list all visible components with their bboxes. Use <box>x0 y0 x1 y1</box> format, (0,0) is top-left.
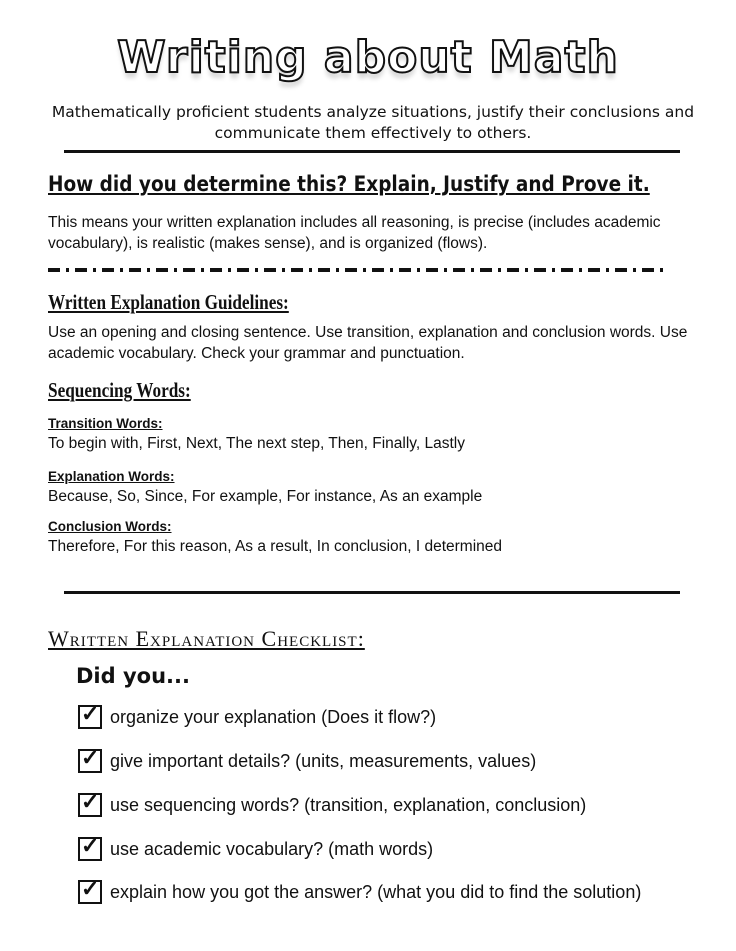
checkbox-checked-icon[interactable]: ✓ <box>78 705 102 729</box>
explanation-label: Explanation Words: <box>48 469 175 484</box>
conclusion-label: Conclusion Words: <box>48 519 172 534</box>
checklist-heading: Written Explanation Checklist: <box>48 626 365 651</box>
checkbox-checked-icon[interactable]: ✓ <box>78 837 102 861</box>
explanation-words: Because, So, Since, For example, For instance, As an example <box>48 488 483 505</box>
checklist-item <box>78 876 642 904</box>
divider <box>64 150 680 153</box>
checklist-item-text: give important details? (units, measurements, values) <box>110 750 537 771</box>
conclusion-words: Therefore, For this reason, As a result, In conclusion, I determined <box>48 538 503 555</box>
checklist-prompt: Did you... <box>76 664 190 688</box>
checklist-item <box>78 701 437 729</box>
checkbox-checked-icon[interactable]: ✓ <box>78 793 102 817</box>
guidelines-text: Use an opening and closing sentence. Use transition, explanation and conclusion words. Use academic vocabulary. Check your grammar and punctuation. <box>48 324 688 362</box>
checklist-item <box>78 745 537 773</box>
transition-words: To begin with, First, Next, The next step, Then, Finally, Lastly <box>48 435 465 452</box>
checkbox-checked-icon[interactable]: ✓ <box>78 749 102 773</box>
checklist-item-text: use sequencing words? (transition, explanation, conclusion) <box>110 794 587 815</box>
dashed-divider <box>48 268 668 272</box>
checklist-item <box>78 833 434 861</box>
guidelines-heading: Written Explanation Guidelines: <box>48 290 289 314</box>
checkbox-checked-icon[interactable]: ✓ <box>78 880 102 904</box>
sequencing-heading: Sequencing Words: <box>48 378 191 402</box>
question-text: This means your written explanation includes all reasoning, is precise (includes academic vocabulary), is realistic (makes sense), and is organized (flows). <box>48 214 661 252</box>
page-title: Writing about Math <box>117 32 619 83</box>
checklist-item-text: use academic vocabulary? (math words) <box>110 838 434 859</box>
question-heading: How did you determine this? Explain, Justify and Prove it. <box>48 172 650 196</box>
subtitle: Mathematically proficient students analyze situations, justify their conclusions and communicate them effectively to others. <box>51 103 695 142</box>
checklist-item-text: organize your explanation (Does it flow?) <box>110 706 437 727</box>
transition-label: Transition Words: <box>48 416 163 431</box>
checklist-item-text: explain how you got the answer? (what you did to find the solution) <box>110 881 642 902</box>
divider <box>64 591 680 594</box>
checklist-item <box>78 789 587 817</box>
